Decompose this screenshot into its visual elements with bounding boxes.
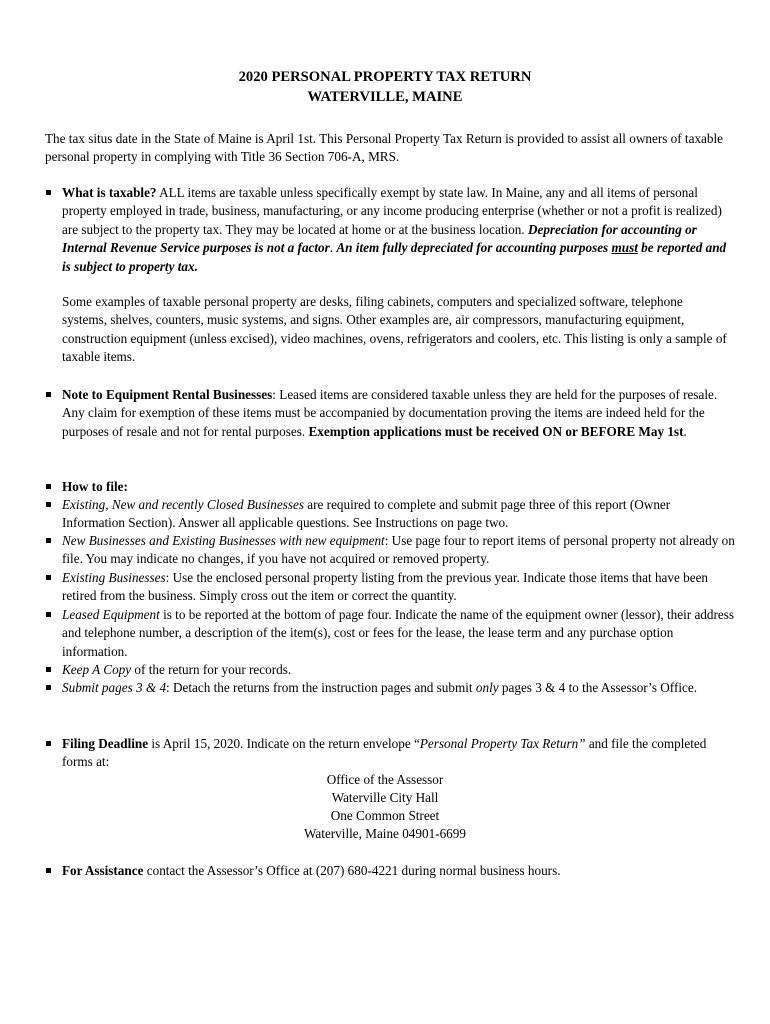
bullet-icon [46,612,51,617]
taxable-emphasis-2: An item fully depreciated for accounting purposes [336,240,612,256]
taxable-examples: Some examples of taxable personal property are desks, filing cabinets, computers and specialized software, telephone systems, shelves, counters, music systems, and signs. Other examples are, air compressors, manufacturing equipment, construction equipment (unless excised), video machines, ovens, refrigerators and coolers, etc. This listing is only a sample of taxable items. [62,294,727,365]
bullet-icon [46,741,51,746]
rental-deadline: Exemption applications must be received ON or BEFORE May 1st [308,423,684,439]
bullet-icon [46,575,51,580]
address-line: One Common Street [330,808,440,823]
address-line: Waterville City Hall [331,790,439,805]
bullet-icon [46,484,51,489]
deadline-heading: Filing Deadline [62,736,149,751]
taxable-emphasis-1: Depreciation for accounting or Internal Revenue Service purposes is not a factor [62,221,697,256]
page-subtitle: WATERVILLE, MAINE [307,89,463,105]
taxable-text: ALL items are taxable unless specifically exempt by state law. In Maine, any and all items of personal property employed in trade, business, manufacturing, or any income producing enterprise (whether or not a profit is realized) are subject to the property tax. They may be located at home or at the business location. [62,185,722,237]
bullet-icon [46,538,51,543]
rental-section: Note to Equipment Rental Businesses: Leased items are considered taxable unless they are held for the purposes of resale. Any claim for exemption of these items must be accompanied by documentation proving the items are indeed held for the purposes of resale and not for rental purposes. Exemption applications must be received ON or BEFORE May 1st. [45,386,735,441]
bullet-icon [46,667,51,672]
how-to-file-heading: How to file: [45,478,735,496]
deadline-section: Filing Deadline is April 15, 2020. Indicate on the return envelope “Personal Property Tax Return” and file the completed forms at: [45,735,735,772]
bullet-icon [46,502,51,507]
rental-heading: Note to Equipment Rental Businesses [62,387,273,402]
taxable-must: must [611,240,638,256]
list-item: Leased Equipment is to be reported at the bottom of page four. Indicate the name of the equipment owner (lessor), their address and telephone number, a description of the item(s), cost or fees for the lease, the lease term and any purchase option information. [45,606,735,661]
bullet-icon [46,392,51,397]
list-item: New Businesses and Existing Businesses with new equipment: Use page four to report items of personal property not already on file. You may indicate no changes, if you have not acquired or removed property. [45,532,735,569]
intro-paragraph: The tax situs date in the State of Maine is April 1st. This Personal Property Tax Return is provided to assist all owners of taxable personal property in complying with Title 36 Section 706-A, MRS. [45,131,724,165]
address-line: Office of the Assessor [326,772,444,787]
list-item: Existing Businesses: Use the enclosed personal property listing from the previous year. Indicate those items that have been retired from the business. Simply cross out the item or correct the quantity. [45,569,735,606]
bullet-icon [46,190,51,195]
bullet-icon [46,685,51,690]
assistance-section: For Assistance contact the Assessor’s Office at (207) 680-4221 during normal business hours. [45,862,735,880]
assistance-heading: For Assistance [62,863,144,878]
list-item: Submit pages 3 & 4: Detach the returns from the instruction pages and submit only pages 3 & 4 to the Assessor’s Office. [45,679,735,697]
taxable-section: What is taxable? ALL items are taxable unless specifically exempt by state law. In Maine, any and all items of personal property employed in trade, business, manufacturing, or any income producing enterprise (whether or not a profit is realized) are subject to the property tax. They may be located at home or at the business location. Depreciation for accounting or Internal Revenue Service purposes is not a factor. An item fully depreciated for accounting purposes must be reported and is subject to property tax. [45,184,735,276]
address-line: Waterville, Maine 04901-6699 [304,826,466,841]
page-title: 2020 PERSONAL PROPERTY TAX RETURN [238,69,532,85]
rental-text: : Leased items are considered taxable unless they are held for the purposes of resale. Any claim for exemption of these items must be accompanied by documentation proving the items are indeed held for the purposes of resale and not for rental purposes. [62,387,718,439]
bullet-icon [46,868,51,873]
list-item: Keep A Copy of the return for your records. [45,661,735,679]
taxable-heading: What is taxable? [62,185,157,200]
list-item: Existing, New and recently Closed Businesses are required to complete and submit page three of this report (Owner Information Section). Answer all applicable questions. See Instructions on page two. [45,496,735,533]
